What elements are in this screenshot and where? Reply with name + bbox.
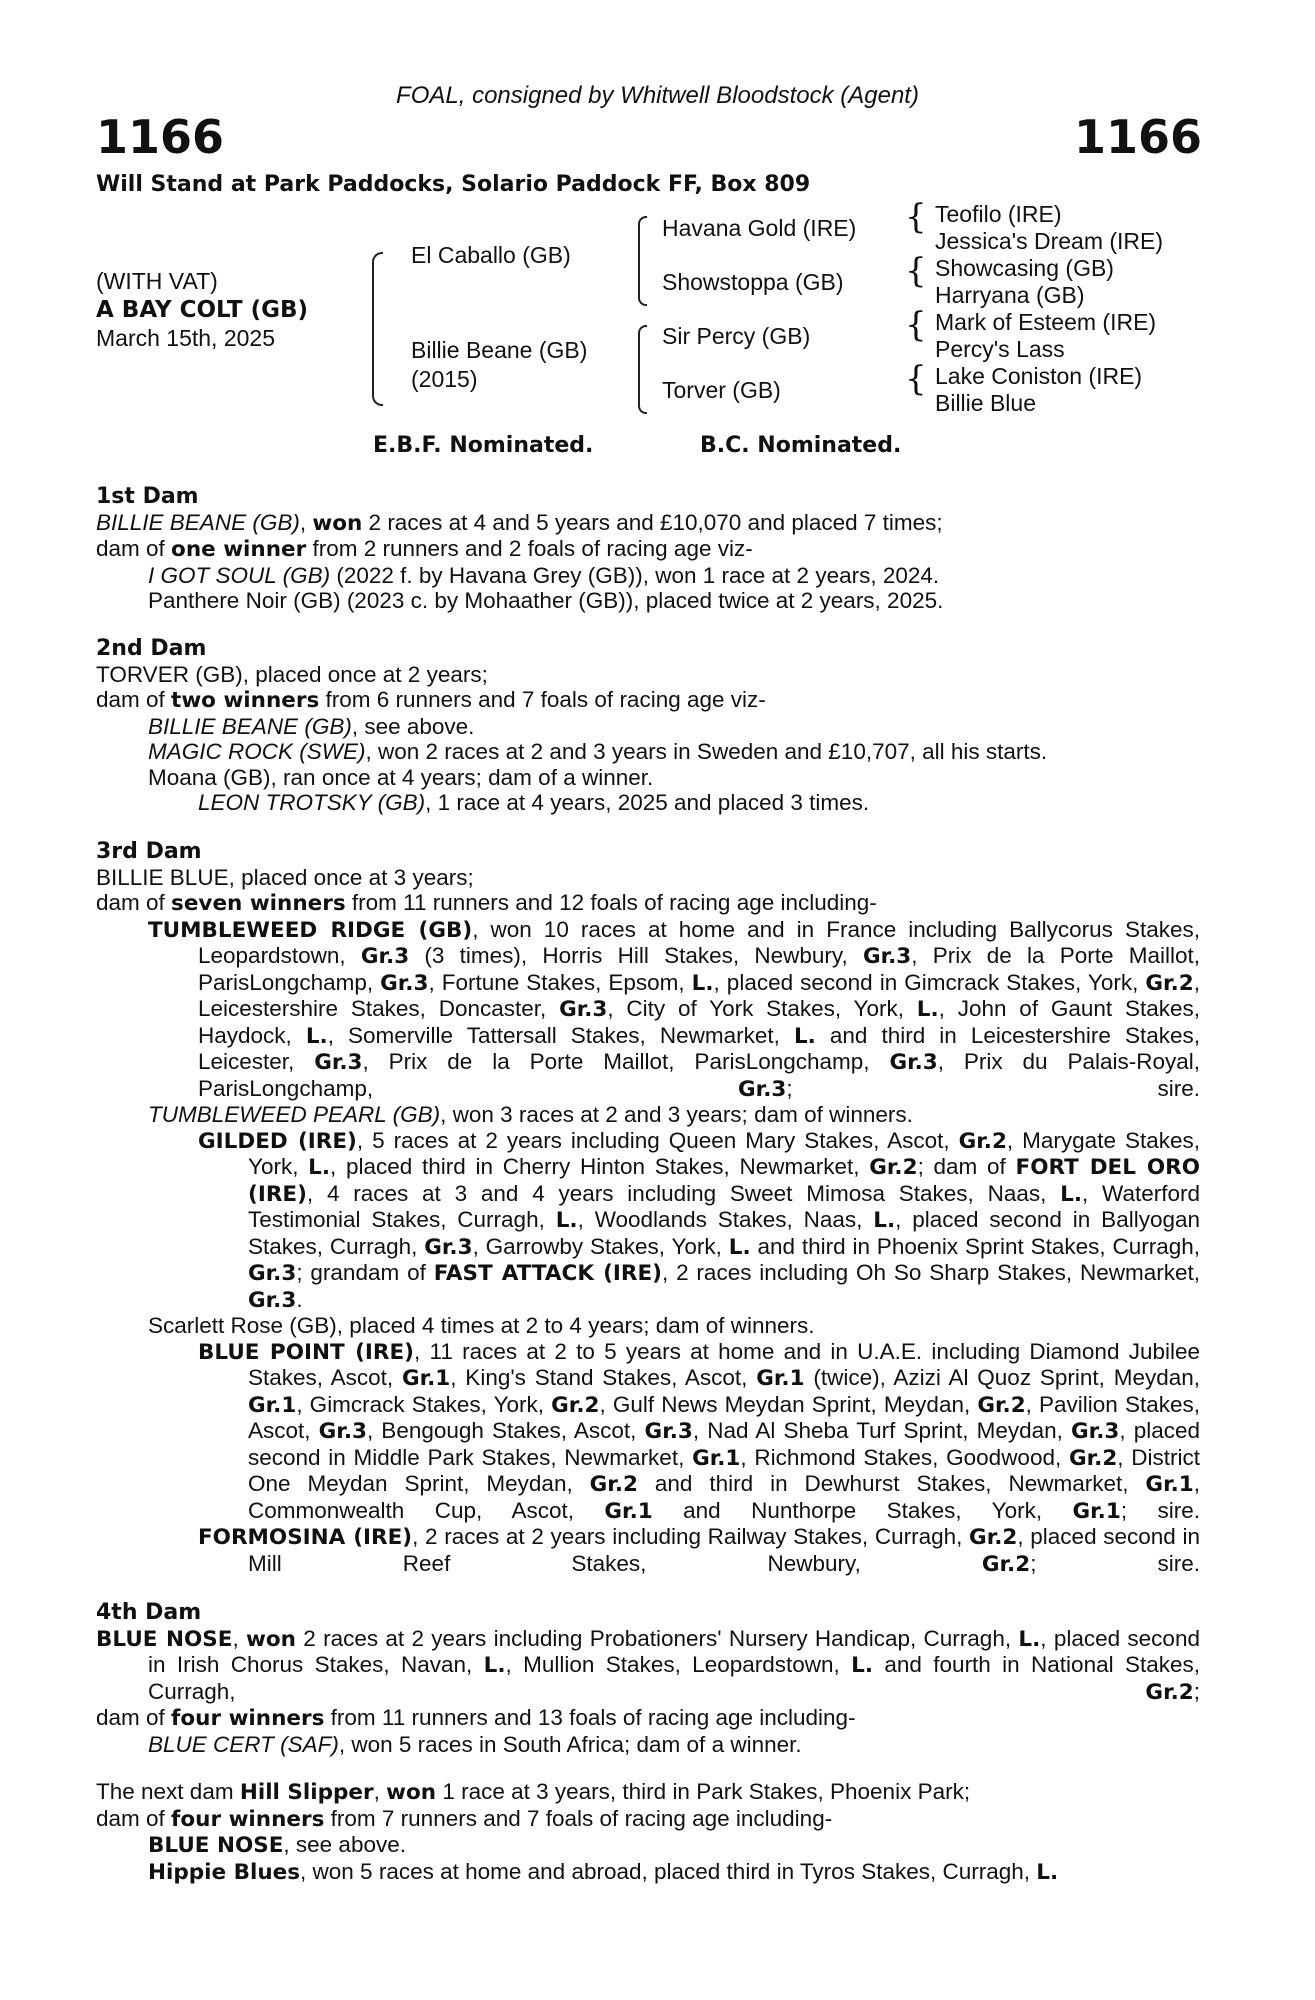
pedigree-gg6: Percy's Lass xyxy=(935,336,1065,362)
first-dam-section xyxy=(96,484,1200,614)
pedigree-gg2: Jessica's Dream (IRE) xyxy=(935,228,1164,254)
vat-note: (WITH VAT) xyxy=(96,268,218,294)
pedigree-dam-year: (2015) xyxy=(411,366,478,392)
pedigree-brace-g2: { xyxy=(905,251,927,291)
pedigree-brace-sire xyxy=(638,216,647,306)
ebf-nomination: E.B.F. Nominated. xyxy=(373,433,594,458)
pedigree-gg5: Mark of Esteem (IRE) xyxy=(935,309,1157,335)
third-dam-produce: dam of seven winners from 11 runners and 12 foals of racing age including- xyxy=(96,890,877,916)
tumbleweed-ridge-entry: TUMBLEWEED RIDGE (GB), won 10 races at home and in France including Ballycorus Stakes, Leopardstown, Gr.3 (3 times), Horris Hill Stakes, Newbury, Gr.3, Prix de la Porte Maillot, ParisLongchamp, Gr.3, Fortune Stakes, Epsom, L., placed second in Gimcrack Stakes, York, Gr.2, Leicestershire Stakes, Doncaster, Gr.3, City of York Stakes, York, L., John of Gaunt Stakes, Haydock, L., Somerville Tattersall Stakes, Newmarket, L. and third in Leicestershire Stakes, Leicester, Gr.3, Prix de la Porte Maillot, ParisLongchamp, Gr.3, Prix du Palais-Royal, ParisLongchamp, Gr.3; sire. xyxy=(148,916,1201,1102)
third-dam-line: BILLIE BLUE, placed once at 3 years; xyxy=(96,864,474,890)
scarlett-rose-entry: Scarlett Rose (GB), placed 4 times at 2 to 4 years; dam of winners. xyxy=(148,1313,815,1338)
bc-nomination: B.C. Nominated. xyxy=(700,433,902,458)
list-item: LEON TROTSKY (GB), 1 race at 4 years, 2025 and placed 3 times. xyxy=(198,790,870,815)
lot-number-right: 1166 xyxy=(1073,110,1202,164)
pedigree-gg4: Harryana (GB) xyxy=(935,282,1085,308)
lot-number-left: 1166 xyxy=(96,110,225,164)
second-dam-heading: 2nd Dam xyxy=(96,636,207,661)
list-item: Panthere Noir (GB) (2023 c. by Mohaather (GB)), placed twice at 2 years, 2025. xyxy=(148,588,944,613)
pedigree-gg1: Teofilo (IRE) xyxy=(935,201,1062,227)
second-dam-section xyxy=(96,636,1200,816)
pedigree-gg7: Lake Coniston (IRE) xyxy=(935,363,1143,389)
pedigree-gg3: Showcasing (GB) xyxy=(935,255,1114,281)
third-dam-heading: 3rd Dam xyxy=(96,839,202,864)
pedigree-brace-g1: { xyxy=(905,197,927,237)
fourth-dam-produce: dam of four winners from 11 runners and 13 foals of racing age including- xyxy=(96,1705,856,1731)
list-item: BILLIE BEANE (GB), see above. xyxy=(148,713,475,739)
formosina-entry: FORMOSINA (IRE), 2 races at 2 years including Railway Stakes, Curragh, Gr.2, placed second in Mill Reef Stakes, Newbury, Gr.2; sire. xyxy=(198,1524,1200,1577)
stand-location: Will Stand at Park Paddocks, Solario Paddock FF, Box 809 xyxy=(96,172,811,197)
first-dam-produce: dam of one winner from 2 runners and 2 foals of racing age viz- xyxy=(96,536,753,562)
pedigree-sire: El Caballo (GB) xyxy=(411,242,571,268)
list-item: BLUE NOSE, see above. xyxy=(148,1832,406,1858)
gilded-entry: GILDED (IRE), 5 races at 2 years including Queen Mary Stakes, Ascot, Gr.2, Marygate Stakes, York, L., placed third in Cherry Hinton Stakes, Newmarket, Gr.2; dam of FORT DEL ORO (IRE), 4 races at 3 and 4 years including Sweet Mimosa Stakes, Naas, L., Waterford Testimonial Stakes, Curragh, L., Woodlands Stakes, Naas, L., placed second in Ballyogan Stakes, Curragh, Gr.3, Garrowby Stakes, York, L. and third in Phoenix Sprint Stakes, Curragh, Gr.3; grandam of FAST ATTACK (IRE), 2 races including Oh So Sharp Stakes, Newmarket, Gr.3. xyxy=(198,1127,1201,1313)
second-dam-produce: dam of two winners from 6 runners and 7 foals of racing age viz- xyxy=(96,687,766,713)
list-item: Hippie Blues, won 5 races at home and abroad, placed third in Tyros Stakes, Curragh, L. xyxy=(148,1858,1059,1885)
first-dam-heading: 1st Dam xyxy=(96,484,199,509)
blue-cert-entry: BLUE CERT (SAF), won 5 races in South Africa; dam of a winner. xyxy=(148,1731,802,1757)
fourth-dam-section xyxy=(96,1600,1200,1757)
consignment-line: FOAL, consigned by Whitwell Bloodstock (Agent) xyxy=(396,82,919,109)
list-item: MAGIC ROCK (SWE), won 2 races at 2 and 3 years in Sweden and £10,707, all his starts. xyxy=(148,739,1048,764)
pedigree-brace-main xyxy=(372,252,383,406)
horse-name: A BAY COLT (GB) xyxy=(96,297,309,323)
pedigree-sire-dam: Showstoppa (GB) xyxy=(662,269,844,295)
horse-dob: March 15th, 2025 xyxy=(96,325,276,351)
pedigree-sire-sire: Havana Gold (IRE) xyxy=(662,215,857,241)
blue-nose-entry: BLUE NOSE, won 2 races at 2 years including Probationers' Nursery Handicap, Curragh, L., placed second in Irish Chorus Stakes, Navan, L., Mullion Stakes, Leopardstown, L. and fourth in National Stakes, Curragh, Gr.2; xyxy=(96,1625,1200,1705)
pedigree-gg8: Billie Blue xyxy=(935,390,1036,416)
third-dam-section xyxy=(96,839,1200,1577)
pedigree-brace-g3: { xyxy=(905,305,927,345)
fourth-dam-heading: 4th Dam xyxy=(96,1600,202,1625)
blue-point-entry: BLUE POINT (IRE), 11 races at 2 to 5 years at home and in U.A.E. including Diamond Jubilee Stakes, Ascot, Gr.1, King's Stand Stakes, Ascot, Gr.1 (twice), Azizi Al Quoz Sprint, Meydan, Gr.1, Gimcrack Stakes, York, Gr.2, Gulf News Meydan Sprint, Meydan, Gr.2, Pavilion Stakes, Ascot, Gr.3, Bengough Stakes, Ascot, Gr.3, Nad Al Sheba Turf Sprint, Meydan, Gr.3, placed second in Middle Park Stakes, Newmarket, Gr.1, Richmond Stakes, Goodwood, Gr.2, District One Meydan Sprint, Meydan, Gr.2 and third in Dewhurst Stakes, Newmarket, Gr.1, Commonwealth Cup, Ascot, Gr.1 and Nunthorpe Stakes, York, Gr.1; sire. xyxy=(198,1338,1201,1524)
list-item: I GOT SOUL (GB) (2022 f. by Havana Grey (GB)), won 1 race at 2 years, 2024. xyxy=(148,562,940,588)
pedigree-dam: Billie Beane (GB) xyxy=(411,337,588,363)
first-dam-line: BILLIE BEANE (GB), won 2 races at 4 and 5 years and £10,070 and placed 7 times; xyxy=(96,509,943,536)
next-dam-produce: dam of four winners from 7 runners and 7 foals of racing age including- xyxy=(96,1805,833,1832)
pedigree-brace-dam xyxy=(638,325,647,414)
list-item: Moana (GB), ran once at 4 years; dam of a winner. xyxy=(148,764,654,790)
pedigree-dam-sire: Sir Percy (GB) xyxy=(662,323,811,349)
pedigree-brace-g4: { xyxy=(905,359,927,399)
next-dam-line: The next dam Hill Slipper, won 1 race at 3 years, third in Park Stakes, Phoenix Park; xyxy=(96,1779,971,1805)
next-dam-section xyxy=(96,1779,1200,1885)
tumbleweed-pearl-entry: TUMBLEWEED PEARL (GB), won 3 races at 2 and 3 years; dam of winners. xyxy=(148,1102,913,1127)
second-dam-line: TORVER (GB), placed once at 2 years; xyxy=(96,661,488,687)
pedigree-dam-dam: Torver (GB) xyxy=(662,377,781,403)
